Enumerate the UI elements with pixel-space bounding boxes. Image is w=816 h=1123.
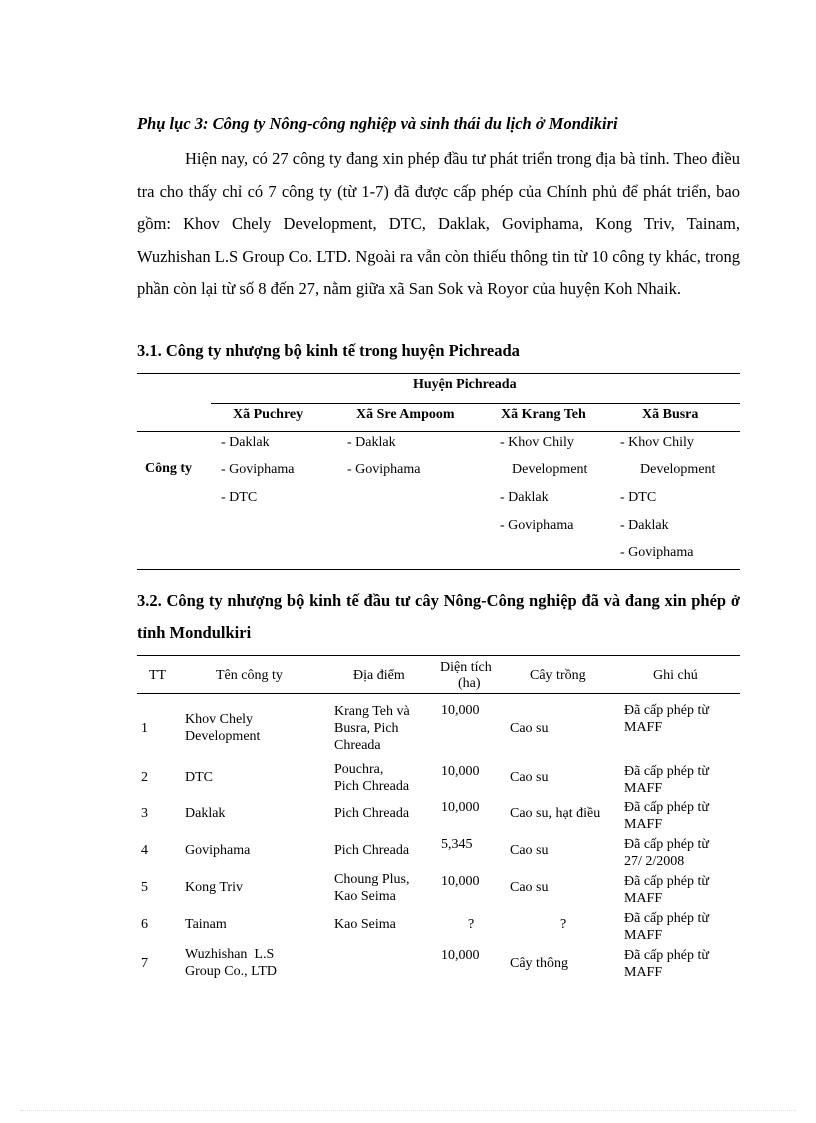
table2-header-location: Địa điểm [353,668,405,683]
table2-cell-area: 10,000 [441,948,480,963]
table2-cell-tt: 2 [141,770,148,785]
table2-cell-area: 5,345 [441,837,473,852]
table2-cell-name: Kong Triv [185,880,243,895]
table1-company-entry: - Khov Chily [620,435,694,450]
page-footer-dotted-line [20,1110,796,1111]
table2-cell-tt: 7 [141,955,148,971]
table2-header-area-line2: (ha) [458,676,481,691]
table2-cell-crop: ? [560,917,567,932]
table2-cell-crop: Cây thông [510,955,568,971]
table1-company-entry: Development [512,462,588,477]
table2-cell-crop: Cao su [510,843,549,858]
table1-company-entry: - DTC [221,490,258,505]
table2-cell-location: Kao Seima [334,917,396,932]
table2-cell-note: Đã cấp phép từ MAFF [624,703,709,735]
table2-cell-location: Pich Chreada [334,806,410,821]
table2-header-name: Tên công ty [216,668,283,683]
table2-cell-name: DTC [185,770,213,785]
table2-cell-area: 10,000 [441,703,480,718]
table1-district-header: Huyện Pichreada [413,377,517,392]
table1-company-entry: - Khov Chily [500,435,574,450]
table2-cell-note: Đã cấp phép từ MAFF [624,800,709,832]
table2-cell-note: Đã cấp phép từ MAFF [624,764,709,796]
intro-text: Hiện nay, có 27 công ty đang xin phép đầu tư phát triển trong địa bà tỉnh. Theo điều tra cho thấy chỉ có 7 công ty (từ 1-7) đã được cấp phép của Chính phủ để phát triển, bao gồm: Khov Chely Development, DTC, Daklak, Goviphama, Kong Triv, Tainam, Wuzhishan L.S Group Co. LTD. Ngoài ra vẫn còn thiếu thông tin từ 10 công ty khác, trong phần còn lại từ số 8 đến 27, nằm giữa xã San Sok và Royor của huyện Koh Nhaik. [137,149,740,298]
table2-header-area-line1: Diện tích [440,660,492,675]
table1-company-entry: - Goviphama [347,462,421,477]
table2-header-tt: TT [149,668,167,683]
table1-company-entry: Development [640,462,716,477]
appendix-title: Phụ lục 3: Công ty Nông-công nghiệp và sinh thái du lịch ở Mondikiri [137,114,618,133]
table2-cell-name: Khov Chely Development [185,712,261,744]
table1-company-entry: - Daklak [500,490,549,505]
table1-commune-header-1: Xã Puchrey [233,407,304,422]
table2-cell-name: Daklak [185,806,226,821]
table1-bottom-rule [137,569,740,570]
table2-cell-location: Pouchra, Pich Chreada [334,761,410,794]
table2-cell-location: Choung Plus, Kao Seima [334,871,410,904]
table1-company-entry: - Daklak [620,518,669,533]
section-32-title: 3.2. Công ty nhượng bộ kinh tế đầu tư cây Nông-Công nghiệp đã và đang xin phép ở tỉnh Mondulkiri [137,591,740,642]
table1-commune-header-2: Xã Sre Ampoom [356,407,455,422]
table2-cell-area: 10,000 [441,874,480,889]
table2-cell-note: Đã cấp phép từ MAFF [624,948,709,980]
table2-cell-note: Đã cấp phép từ MAFF [624,874,709,906]
table2-cell-name: Tainam [185,917,227,932]
table1-company-entry: - Goviphama [221,462,295,477]
table1-commune-header-4: Xã Busra [642,407,699,422]
table1-company-entry: - Daklak [347,435,396,450]
table2-cell-tt: 3 [141,806,148,821]
table1-company-entry: - Daklak [221,435,270,450]
intro-paragraph [137,143,740,306]
table2-cell-tt: 6 [141,917,148,932]
table1-row-label: Công ty [145,461,193,476]
table2-cell-area: 10,000 [441,800,480,815]
table2-header-crop: Cây trồng [530,668,586,683]
table2-cell-area: ? [468,917,475,932]
section-31-title: 3.1. Công ty nhượng bộ kinh tế trong huyện Pichreada [137,341,520,360]
table2-cell-location: Pich Chreada [334,843,410,858]
table2-cell-crop: Cao su [510,720,549,736]
table2-cell-tt: 5 [141,880,148,895]
table2-cell-crop: Cao su [510,880,549,895]
table2-cell-area: 10,000 [441,764,480,779]
table1-district-rule [211,403,740,404]
table2-header-note: Ghi chú [653,668,698,683]
table2-header-rule [137,693,740,694]
table2-cell-crop: Cao su, hạt điều [510,806,601,821]
table1-company-entry: - Goviphama [620,545,694,560]
table1-top-rule [137,373,740,374]
table2-cell-tt: 1 [141,720,148,736]
table1-commune-header-3: Xã Krang Teh [501,407,586,422]
table2-cell-note: Đã cấp phép từ 27/ 2/2008 [624,837,709,869]
table1-company-entry: - DTC [620,490,657,505]
table1-header-rule [137,431,740,432]
table2-cell-tt: 4 [141,843,148,858]
table2-header-area [440,660,492,692]
table2-cell-name: Wuzhishan L.S Group Co., LTD [185,947,278,979]
table2-top-rule [137,655,740,656]
table1-company-entry: - Goviphama [500,518,574,533]
table2-cell-note: Đã cấp phép từ MAFF [624,911,709,943]
table2-cell-location: Krang Teh và Busra, Pich Chreada [334,703,410,753]
table2-cell-name: Goviphama [185,843,251,858]
table2-cell-crop: Cao su [510,770,549,785]
